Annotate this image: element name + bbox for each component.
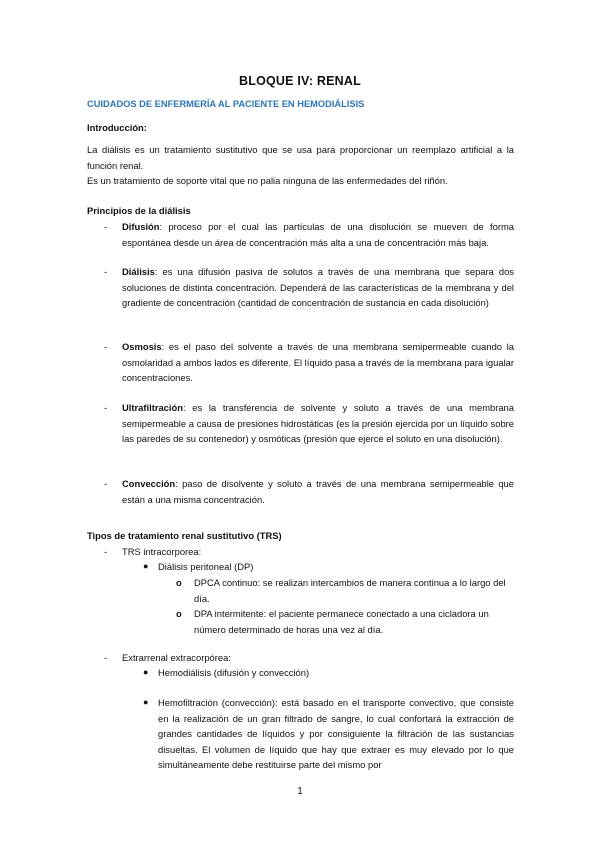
list-marker: - xyxy=(104,341,108,352)
list-marker: - xyxy=(104,478,108,489)
intro-paragraph-1: La diálisis es un tratamiento sustitutivo que se usa para proporcionar un reemplazo artificial a la función renal. xyxy=(87,144,514,171)
definition: : proceso por el cual las partículas de una disolución se mueven de forma espontánea desde un área de concentración más alta a una de concentración más baja. xyxy=(122,221,514,248)
trs-dialisis-peritoneal: Diálisis peritoneal (DP) xyxy=(158,561,254,572)
bullet-marker: ● xyxy=(143,561,149,571)
bullet-marker: ● xyxy=(143,667,149,677)
trs-heading: Tipos de tratamiento renal sustitutivo (TRS) xyxy=(87,530,282,541)
sub-bullet-marker: o xyxy=(176,577,182,588)
definition: : paso de disolvente y soluto a través de una membrana semipermeable que están a una misma concentración. xyxy=(122,478,514,505)
principle-osmosis xyxy=(122,339,514,386)
term: Diálisis xyxy=(122,266,155,277)
definition: : es una difusión pasiva de solutos a través de una membrana que separa dos soluciones de distinta concentración. Dependerá de las características de la membrana y del gradiente de concentración (cantidad de concentración de sustancia en cada disolución) xyxy=(122,266,514,309)
list-marker: - xyxy=(104,221,108,232)
list-marker: - xyxy=(104,402,108,413)
trs-extracorporea: Extrarrenal extracorpórea: xyxy=(122,652,231,663)
trs-hemofiltracion: Hemofiltración (convección): está basado en el transporte convectivo, que consiste en la realización de un gran filtrado de sangre, lo cual confortará la extracción de grandes cantidades de líquidos y por consiguiente la filtración de las sustancias disueltas. El volumen de líquido que hay que extraer es muy elevado por lo que simultáneamente debe restituirse parte del mismo por xyxy=(158,697,514,771)
definition: : es el paso del solvente a través de una membrana semipermeable cuando la osmolaridad a ambos lados es diferente. El líquido pasa a través de la membrana para igualar concentraciones. xyxy=(122,341,514,384)
list-marker: - xyxy=(104,652,108,663)
term: Osmosis xyxy=(122,341,162,352)
principle-difusion xyxy=(122,219,514,250)
list-marker: - xyxy=(104,546,108,557)
intro-heading: Introducción: xyxy=(87,122,147,133)
term: Difusión xyxy=(122,221,160,232)
page-title: BLOQUE IV: RENAL xyxy=(239,74,361,88)
term: Convección xyxy=(122,478,176,489)
section-subtitle: CUIDADOS DE ENFERMERÍA AL PACIENTE EN HEMODIÁLISIS xyxy=(87,99,365,109)
definition: : es la transferencia de solvente y soluto a través de una membrana semipermeable a causa de presiones hidrostáticas (es la presión ejercida por un líquido sobre las paredes de su contenedor) y osmóticas (presión que ejerce el soluto en una disolución). xyxy=(122,402,514,445)
intro-paragraph-2: Es un tratamiento de soporte vital que no palia ninguna de las enfermedades del riñón. xyxy=(87,175,448,186)
page-number: 1 xyxy=(297,786,303,797)
bullet-marker: ● xyxy=(143,697,149,707)
trs-dpca: DPCA continuo: se realizan intercambios de manera continua a lo largo del día. xyxy=(194,577,506,604)
term: Ultrafiltración xyxy=(122,402,183,413)
principle-dialisis xyxy=(122,264,514,311)
principles-heading: Principios de la diálisis xyxy=(87,205,191,216)
sub-bullet-marker: o xyxy=(176,608,182,619)
principle-ultrafiltracion xyxy=(122,400,514,447)
trs-dpa: DPA intermitente: el paciente permanece conectado a una cicladora un número determinado de horas una vez al día. xyxy=(194,608,489,635)
list-marker: - xyxy=(104,266,108,277)
trs-intracorporea: TRS intracorporea: xyxy=(122,546,202,557)
principle-conveccion xyxy=(122,476,514,507)
trs-hemodialisis: Hemodiálisis (difusión y convección) xyxy=(158,667,310,678)
